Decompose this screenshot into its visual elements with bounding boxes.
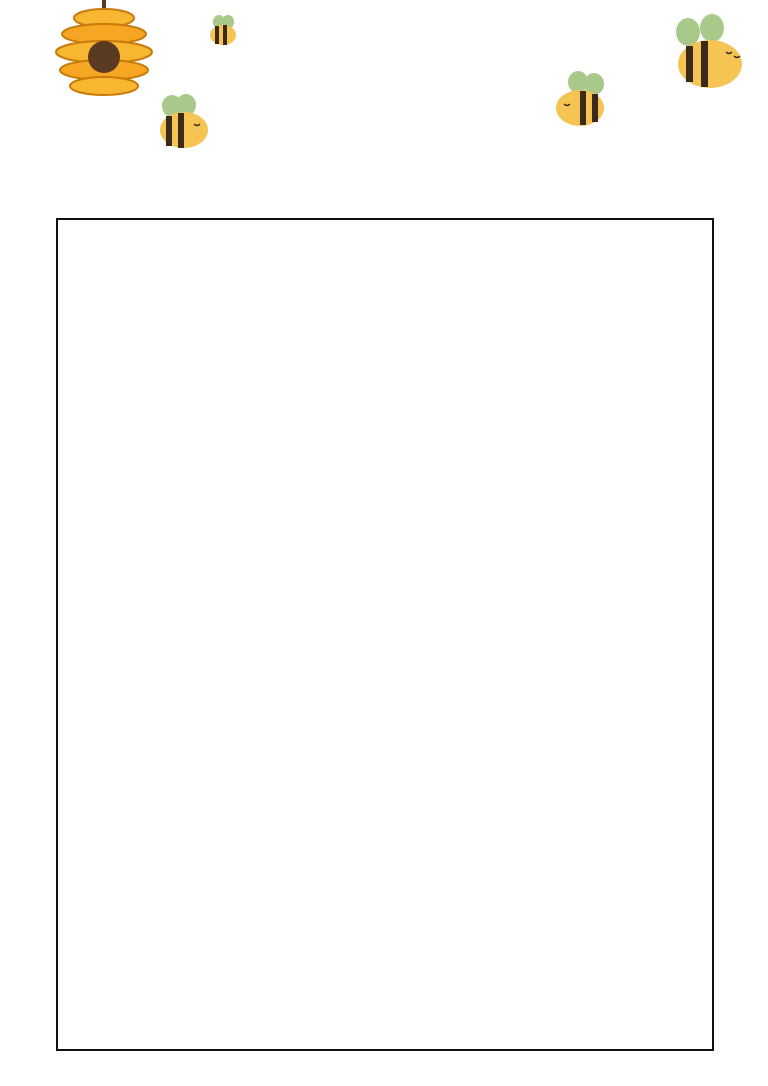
beehive-icon (52, 0, 156, 106)
calendar-grid (56, 218, 714, 1051)
bee-icon (552, 68, 614, 132)
bee-icon (206, 14, 240, 48)
bee-icon (154, 92, 212, 152)
weekday-header (56, 190, 712, 216)
bee-icon (670, 12, 748, 94)
